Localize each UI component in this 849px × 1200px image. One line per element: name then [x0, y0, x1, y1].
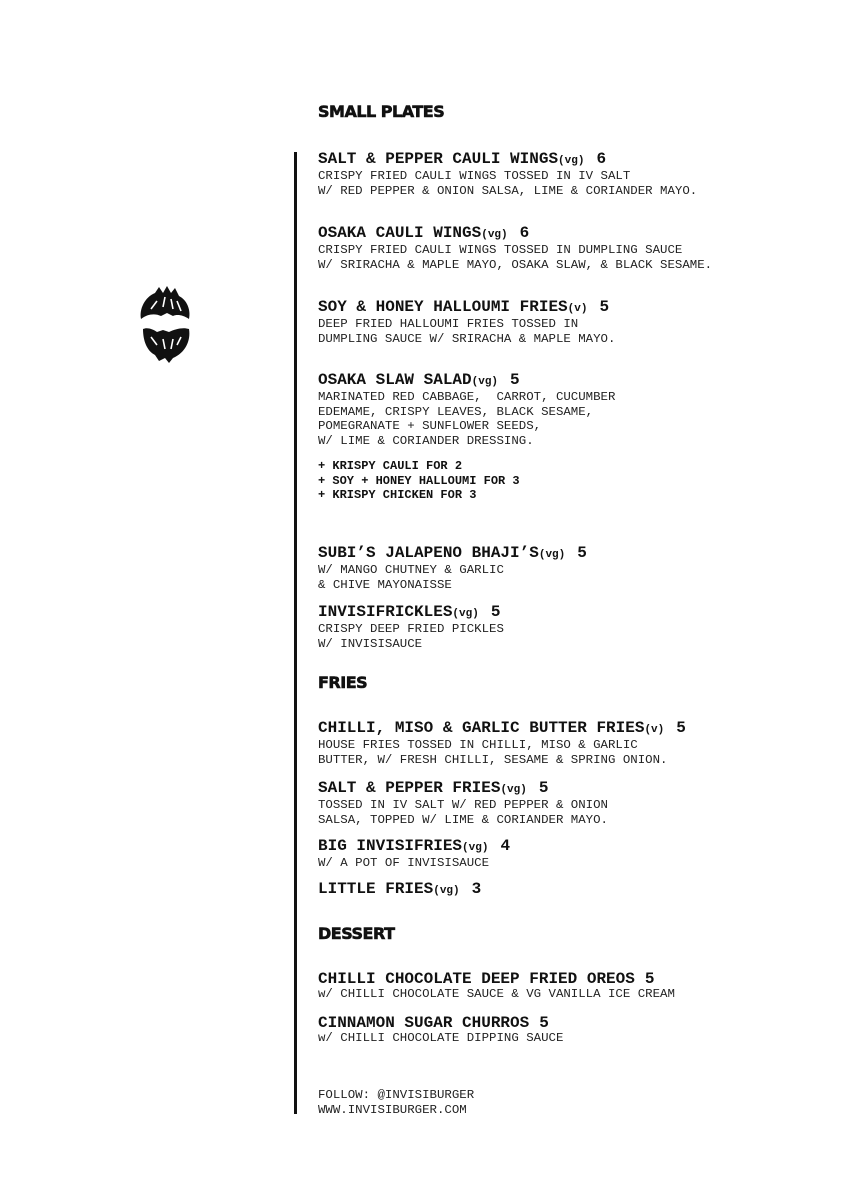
item-tag: (vg) — [471, 376, 499, 388]
item-price: 3 — [471, 880, 482, 898]
item-tag: (v) — [644, 724, 665, 736]
item-name: SUBI’S JALAPENO BHAJI’S — [318, 544, 539, 562]
item-tag: (vg) — [558, 155, 585, 167]
item-description: w/ CHILLI CHOCOLATE SAUCE & VG VANILLA ICE CREAM — [318, 987, 675, 1001]
footer-social: FOLLOW: @INVISIBURGER WWW.INVISIBURGER.COM — [318, 1088, 475, 1117]
item-name: CINNAMON SUGAR CHURROS — [318, 1014, 530, 1032]
item-name: SALT & PEPPER CAULI WINGS — [318, 150, 559, 168]
menu-item — [318, 545, 587, 592]
menu-item — [318, 881, 481, 899]
item-price: 6 — [596, 150, 607, 168]
item-description: DEEP FRIED HALLOUMI FRIES TOSSED IN DUMPLING SAUCE W/ SRIRACHA & MAPLE MAYO. — [318, 317, 616, 346]
item-price: 5 — [676, 719, 686, 737]
item-name: CHILLI, MISO & GARLIC BUTTER FRIES — [318, 719, 645, 737]
item-description: CRISPY FRIED CAULI WINGS TOSSED IN IV SALT W/ RED PEPPER & ONION SALSA, LIME & CORIANDER MAYO. — [318, 169, 698, 198]
item-price: 5 — [577, 544, 587, 562]
item-price: 5 — [644, 970, 655, 988]
item-description: w/ CHILLI CHOCOLATE DIPPING SAUCE — [318, 1031, 564, 1045]
section-title-small-plates: SMALL PLATES — [318, 102, 445, 121]
menu-item — [318, 1015, 563, 1046]
item-tag: (vg) — [452, 608, 479, 620]
item-name: OSAKA SLAW SALAD — [318, 371, 472, 389]
add-ons-list: + KRISPY CAULI FOR 2 + SOY + HONEY HALLOUMI FOR 3 + KRISPY CHICKEN FOR 3 — [318, 459, 520, 502]
item-price: 4 — [500, 837, 511, 855]
menu-item — [318, 372, 615, 448]
menu-item — [318, 971, 675, 1002]
item-price: 5 — [490, 603, 501, 621]
menu-item — [318, 838, 510, 871]
item-description: W/ MANGO CHUTNEY & GARLIC & CHIVE MAYONAISSE — [318, 563, 504, 592]
item-name: INVISIFRICKLES — [318, 603, 453, 621]
item-description: MARINATED RED CABBAGE, CARROT, CUCUMBER EDEMAME, CRISPY LEAVES, BLACK SESAME, POMEGRANATE + SUNFLOWER SEEDS, W/ LIME & CORIANDER DRESSING. — [318, 390, 616, 448]
item-tag: (vg) — [433, 885, 460, 897]
item-description: HOUSE FRIES TOSSED IN CHILLI, MISO & GARLIC BUTTER, W/ FRESH CHILLI, SESAME & SPRING ONION. — [318, 738, 668, 767]
menu-item — [318, 225, 712, 272]
item-price: 5 — [599, 298, 610, 316]
item-price: 6 — [519, 224, 530, 242]
item-price: 5 — [510, 371, 520, 389]
section-title-dessert: DESSERT — [318, 924, 395, 943]
item-name: BIG INVISIFRIES — [318, 837, 463, 855]
item-price: 5 — [538, 779, 549, 797]
item-name: SOY & HONEY HALLOUMI FRIES — [318, 298, 568, 316]
item-price: 5 — [539, 1014, 549, 1032]
item-tag: (vg) — [481, 229, 508, 241]
item-name: LITTLE FRIES — [318, 880, 434, 898]
item-description: CRISPY DEEP FRIED PICKLES W/ INVISISAUCE — [318, 622, 504, 651]
menu-item — [318, 720, 686, 767]
item-description: TOSSED IN IV SALT W/ RED PEPPER & ONION SALSA, TOPPED W/ LIME & CORIANDER MAYO. — [318, 798, 608, 827]
item-description: CRISPY FRIED CAULI WINGS TOSSED IN DUMPLING SAUCE W/ SRIRACHA & MAPLE MAYO, OSAKA SLAW, & BLACK SESAME. — [318, 243, 713, 272]
menu-item — [318, 151, 697, 198]
menu-item — [318, 299, 615, 346]
vertical-divider — [294, 152, 297, 1114]
section-title-fries: FRIES — [318, 673, 368, 692]
menu-item — [318, 604, 504, 651]
item-name: CHILLI CHOCOLATE DEEP FRIED OREOS — [318, 970, 635, 988]
item-tag: (vg) — [500, 784, 527, 796]
item-tag: (v) — [567, 303, 588, 315]
hands-logo-icon — [137, 283, 193, 363]
item-tag: (vg) — [462, 842, 489, 854]
item-name: SALT & PEPPER FRIES — [318, 779, 501, 797]
item-description: W/ A POT OF INVISISAUCE — [318, 856, 490, 870]
menu-item — [318, 780, 608, 827]
item-name: OSAKA CAULI WINGS — [318, 224, 482, 242]
item-tag: (vg) — [538, 549, 566, 561]
